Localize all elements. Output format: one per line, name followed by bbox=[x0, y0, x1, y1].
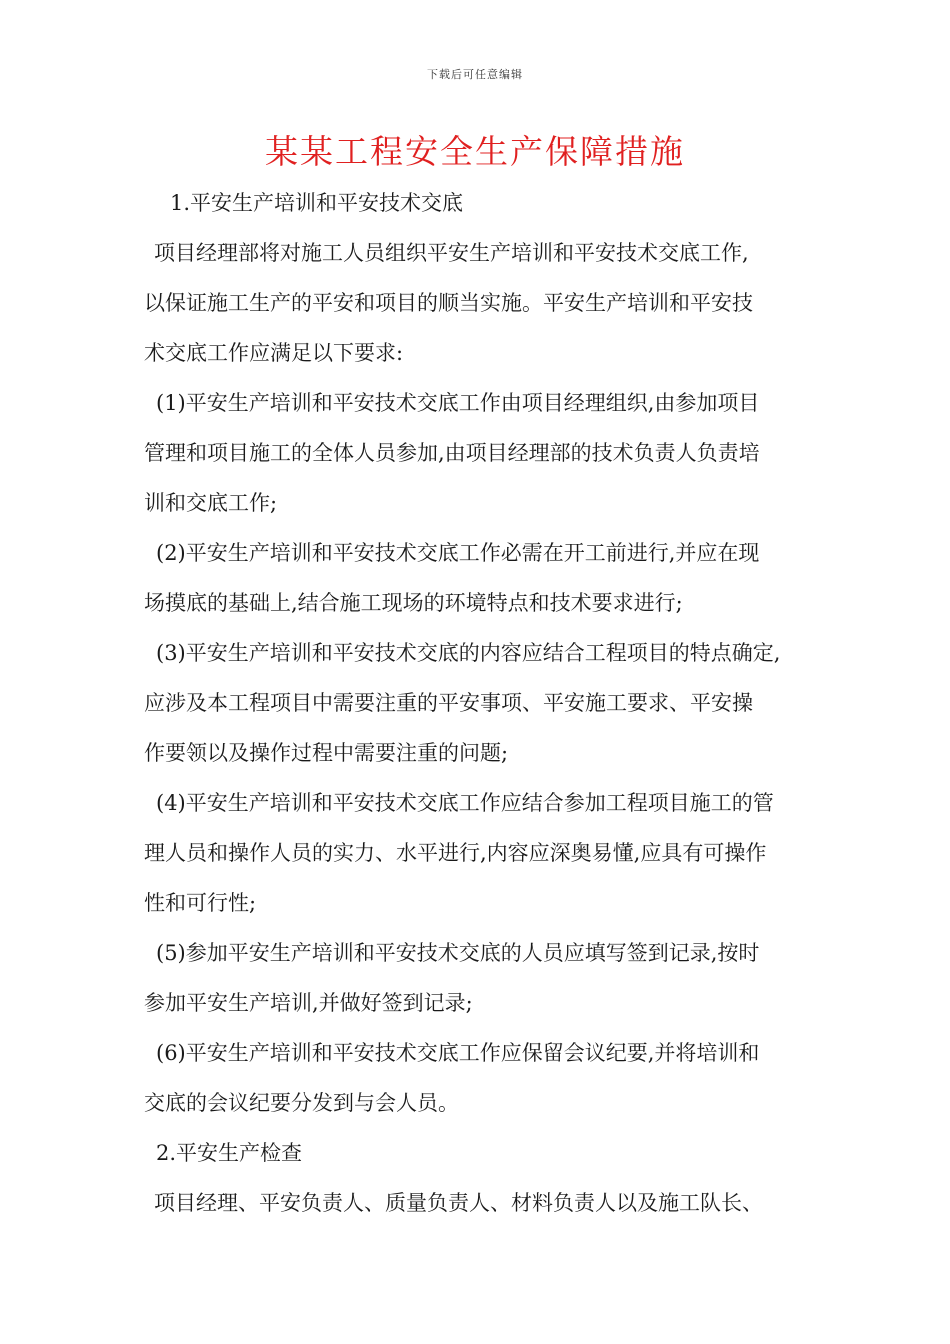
section-heading-1: 1.平安生产培训和平安技术交底 bbox=[170, 191, 464, 215]
paragraph-line: 交底的会议纪要分发到与会人员。 bbox=[144, 1091, 459, 1115]
paragraph-line: 项目经理部将对施工人员组织平安生产培训和平安技术交底工作, bbox=[154, 241, 749, 265]
paragraph-line: 性和可行性; bbox=[144, 891, 257, 915]
list-item-6: (6)平安生产培训和平安技术交底工作应保留会议纪要,并将培训和 bbox=[156, 1041, 760, 1065]
paragraph-line: 作要领以及操作过程中需要注重的问题; bbox=[144, 741, 509, 765]
paragraph-line: 场摸底的基础上,结合施工现场的环境特点和技术要求进行; bbox=[144, 591, 683, 615]
paragraph-line: 参加平安生产培训,并做好签到记录; bbox=[144, 991, 473, 1015]
paragraph-line: 以保证施工生产的平安和项目的顺当实施。平安生产培训和平安技 bbox=[144, 291, 753, 315]
paragraph-line: 应涉及本工程项目中需要注重的平安事项、平安施工要求、平安操 bbox=[144, 691, 753, 715]
paragraph-line: 术交底工作应满足以下要求: bbox=[144, 341, 404, 365]
paragraph-line: 理人员和操作人员的实力、水平进行,内容应深奥易懂,应具有可操作 bbox=[144, 841, 767, 865]
section-heading-2: 2.平安生产检查 bbox=[156, 1141, 303, 1165]
paragraph-line: 项目经理、平安负责人、质量负责人、材料负责人以及施工队长、 bbox=[154, 1191, 763, 1215]
list-item-5: (5)参加平安生产培训和平安技术交底的人员应填写签到记录,按时 bbox=[156, 941, 760, 965]
paragraph-line: 训和交底工作; bbox=[144, 491, 278, 515]
document-title: 某某工程安全生产保障措施 bbox=[265, 132, 685, 171]
document-body bbox=[144, 178, 814, 1228]
header-note: 下载后可任意编辑 bbox=[427, 68, 523, 81]
list-item-3: (3)平安生产培训和平安技术交底的内容应结合工程项目的特点确定, bbox=[156, 641, 781, 665]
list-item-4: (4)平安生产培训和平安技术交底工作应结合参加工程项目施工的管 bbox=[156, 791, 774, 815]
list-item-2: (2)平安生产培训和平安技术交底工作必需在开工前进行,并应在现 bbox=[156, 541, 760, 565]
paragraph-line: 管理和项目施工的全体人员参加,由项目经理部的技术负责人负责培 bbox=[144, 441, 760, 465]
list-item-1: (1)平安生产培训和平安技术交底工作由项目经理组织,由参加项目 bbox=[156, 391, 760, 415]
